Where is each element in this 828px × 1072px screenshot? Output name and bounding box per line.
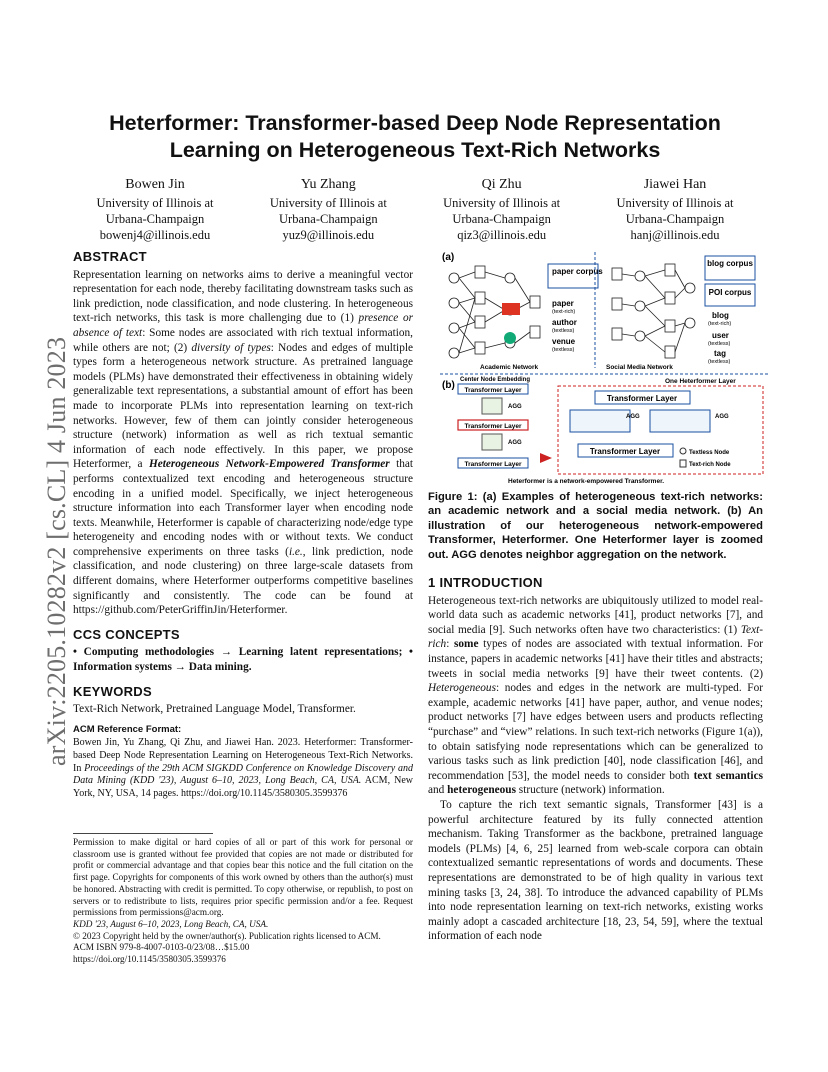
zoom-arrow-icon <box>540 453 552 463</box>
copyright-text: © 2023 Copyright held by the owner/author(s). Publication rights licensed to ACM. <box>73 930 381 941</box>
arxiv-stamp-text: arXiv:2205.10282v2 [cs.CL] 4 Jun 2023 <box>42 336 71 766</box>
intro-heading: 1 INTRODUCTION <box>428 575 543 591</box>
intro-emphasis: Heterogeneous <box>428 682 496 695</box>
zoomed-layer <box>558 386 763 474</box>
author-name: Yu Zhang <box>300 177 356 192</box>
intro-span: Heterogeneous text-rich networks are ubiquitously utilized to model real-world data such as academic networks [41], product networks [7], and social media [9]. Such networks often have two characteristics: (1) <box>428 594 763 636</box>
intro-bold: heterogeneous <box>447 784 516 797</box>
intro-paragraph-1 <box>428 594 763 798</box>
textless-node-label: Textless Node <box>689 450 730 456</box>
poi-corpus-label: POI corpus <box>708 288 752 297</box>
author-name: Jiawei Han <box>643 177 707 192</box>
figure-footer: Heterformer is a network-empowered Transformer. <box>508 478 665 485</box>
doi-text: https://doi.org/10.1145/3580305.3599376 <box>73 954 226 965</box>
author-name: Bowen Jin <box>125 177 185 192</box>
acm-ref-span: ACM, New York, NY, USA, 14 pages. https://doi.org/10.1145/3580305.3599376 <box>73 775 413 799</box>
academic-network-graph <box>449 266 540 358</box>
arxiv-stamp <box>12 266 71 766</box>
acm-logo-icon <box>502 303 520 315</box>
permission-text: Permission to make digital or hard copies of all or part of this work for personal or classroom use is granted without fee provided that copies are not made or distributed for profit or commercial advantage and that copies bear this notice and the full citation on the first page. Copyrights for components of this work owned by others than the author(s) must be honored. Abstracting with credit is permitted. To copy otherwise, or republish, to post on servers or to redistribute to lists, requires prior specific permission and/or a fee. Request permissions from permissions@acm.org. <box>73 837 413 918</box>
author-email: yuz9@illinois.edu <box>282 228 375 242</box>
tag-label: tag <box>714 349 726 358</box>
venue-label: venue <box>552 337 576 346</box>
ccs-text: • Computing methodologies → Learning latent representations; • Information systems → Data mining. <box>73 646 413 674</box>
tag-sub: (textless) <box>708 359 731 365</box>
blog-label: blog <box>712 311 729 320</box>
acm-ref-text <box>73 737 413 800</box>
permission-block <box>73 837 413 966</box>
author-sub: (textless) <box>552 328 575 334</box>
blog-corpus-label: blog corpus <box>707 259 753 268</box>
abstract-span: : Some nodes are associated with rich textual information, while others are not; (2) <box>73 326 413 354</box>
right-column <box>428 490 763 944</box>
intro-bold: text semantics <box>693 769 763 782</box>
author-1 <box>70 176 240 243</box>
author-block <box>70 176 760 243</box>
author-affiliation: Urbana-Champaign <box>105 212 205 226</box>
agg-label: AGG <box>715 414 729 420</box>
user-sub: (textless) <box>708 341 731 347</box>
user-label: user <box>712 331 729 340</box>
social-network-graph <box>612 264 695 358</box>
acm-ref-emphasis: Proceedings of the 29th ACM SIGKDD Conference on Knowledge Discovery and Data Mining (KDD '23), August 6–10, 2023, Long Beach, CA, USA. <box>73 762 413 787</box>
intro-span: types of nodes are associated with textual information. For instance, papers in academic networks [41] have their titles and abstracts; tweets in social media networks [9] have their tweet contents. (2) <box>428 638 764 680</box>
intro-span: and <box>428 784 448 797</box>
agg-label: AGG <box>508 404 522 410</box>
small-stack <box>458 384 528 468</box>
author-name: Qi Zhu <box>481 177 522 192</box>
author-3 <box>417 176 587 243</box>
keywords-heading: KEYWORDS <box>73 683 152 699</box>
left-column <box>73 250 413 800</box>
abstract-emphasis: i.e. <box>288 545 303 558</box>
abstract-emphasis: presence or absence of text <box>73 312 413 339</box>
label-b: (b) <box>442 380 455 391</box>
author-affiliation: Urbana-Champaign <box>452 212 551 226</box>
transformer-layer-label: Transformer Layer <box>589 447 661 456</box>
author-affiliation: University of Illinois at <box>269 196 387 210</box>
paper-sub: (text-rich) <box>552 309 576 315</box>
textless-node-icon <box>680 448 686 454</box>
abstract-emphasis: diversity of types <box>191 341 271 354</box>
author-4 <box>590 176 760 243</box>
abstract-text <box>73 268 413 618</box>
label-a: (a) <box>442 252 455 263</box>
figure-1 <box>440 248 770 488</box>
paper-corpus-label: paper corpus <box>552 267 603 276</box>
author-label: author <box>552 318 577 327</box>
venue-logo-icon <box>504 332 516 344</box>
author-email: bowenj4@illinois.edu <box>99 228 211 242</box>
academic-network-label: Academic Network <box>480 364 539 371</box>
agg-label: AGG <box>626 414 640 420</box>
intro-span: : nodes and edges in the network are multi-typed. For example, academic networks [41] have paper, author, and venue nodes; product networks [7] have edges between users and products reflecting “purchase” and “view” relations. In such text-rich networks (Figure 1(a)), to obtain satisfying node representations which can be generalized to various tasks such as link prediction [40], node classification [46], and recommendation [53], the model needs to consider both <box>428 682 763 782</box>
author-affiliation: University of Illinois at <box>96 196 214 210</box>
transformer-layer-label: Transformer Layer <box>464 461 522 468</box>
author-affiliation: Urbana-Champaign <box>625 212 725 226</box>
abstract-span: , link prediction, node classification, and node clustering) on three large-scale datasets from different domains, where Heterformer outperforms competitive baselines significantly and consistently. The code can be found at https://github.com/PeterGriffinJin/Heterformer. <box>73 545 413 617</box>
intro-span: structure (network) information. <box>515 784 665 797</box>
textrich-node-icon <box>680 460 686 467</box>
venue-text: KDD '23, August 6–10, 2023, Long Beach, CA, USA. <box>73 918 269 929</box>
venue-sub: (textless) <box>552 347 575 353</box>
author-affiliation: Urbana-Champaign <box>279 212 378 226</box>
author-email: qiz3@illinois.edu <box>457 228 547 242</box>
abstract-span: that performs contextualized text encoding and heterogeneous structure encoding in a unified model. Specifically, we inject heterogeneous structure information into each Transformer layer when encoding node texts. Meanwhile, Heterformer is capable of characterizing node/edge type heterogeneity and encoding nodes with or without texts. We conduct comprehensive experiments on three tasks ( <box>73 458 414 558</box>
one-layer-label: One Heterformer Layer <box>665 378 736 385</box>
keywords-text: Text-Rich Network, Pretrained Language Model, Transformer. <box>73 703 356 716</box>
isbn-text: ACM ISBN 979-8-4007-0103-0/23/08…$15.00 <box>73 942 250 953</box>
author-2 <box>243 176 413 243</box>
author-affiliation: University of Illinois at <box>443 196 561 210</box>
intro-emphasis: Text-rich <box>428 623 763 651</box>
figure-caption: Figure 1: (a) Examples of heterogeneous text-rich networks: an academic network and a social media network. (b) An illustration of our heterogeneous network-empowered Transformer, Heterformer. One Heterformer layer is zoomed out. AGG denotes neighbor aggregation on the network. <box>428 491 763 561</box>
textrich-node-label: Text-rich Node <box>689 462 731 468</box>
transformer-layer-label: Transformer Layer <box>606 394 678 403</box>
footnote-rule <box>73 833 213 834</box>
blog-sub: (text-rich) <box>708 321 732 327</box>
transformer-layer-label: Transformer Layer <box>464 423 522 430</box>
social-corpus <box>705 256 755 306</box>
author-email: hanj@illinois.edu <box>630 228 720 242</box>
abstract-emphasis: Heterogeneous Network-Empowered Transformer <box>148 458 390 471</box>
ccs-heading: CCS CONCEPTS <box>73 626 180 642</box>
paper-label: paper <box>552 299 574 308</box>
transformer-layer-label: Transformer Layer <box>464 387 522 394</box>
abstract-span: : Nodes and edges of multiple types form a heterogeneous network structure. As pretrained language models (PLMs) have demonstrated their effectiveness in obtaining widely generalizable text representations, a substantial amount of effort has been made to incorporate PLMs into representation learning on text-rich networks. However, few of them can jointly consider heterogeneous structure (network) information as well as rich textual semantic information of each node effectively. In this paper, we propose Heterformer, a <box>73 341 413 471</box>
intro-paragraph-2: To capture the rich text semantic signals, Transformer [43] is a powerful architecture featured by its fully connected attention mechanism. Taking Transformer as the backbone, pretrained language models (PLMs) [4, 6, 25] learned from web-scale corpora can obtain contextualized semantic representations of words and documents. These representations are demonstrated to be of high quality in various text mining tasks [3, 24, 38]. To introduce the advanced capability of PLMs into node representation learning on text-rich networks, existing works mainly adopt a cascaded architecture [18, 23, 54, 59], where the textual information of each node <box>428 798 763 943</box>
author-affiliation: University of Illinois at <box>616 196 734 210</box>
agg-label: AGG <box>508 440 522 446</box>
center-node-label: Center Node Embedding <box>460 377 531 383</box>
social-network-label: Social Media Network <box>606 364 673 371</box>
acm-ref-span: Bowen Jin, Yu Zhang, Qi Zhu, and Jiawei Han. 2023. Heterformer: Transformer-based Deep Node Representation Learning on Heterogeneous Text-Rich Networks. In <box>73 737 413 774</box>
abstract-heading: ABSTRACT <box>73 249 147 264</box>
abstract-span: Representation learning on networks aims to derive a meaningful vector representation for each node, thereby facilitating downstream tasks such as link prediction, node classification, and node clustering. In heterogeneous text-rich networks, this task is more challenging due to (1) <box>73 268 413 325</box>
intro-span: : <box>446 638 455 651</box>
intro-bold: some <box>454 638 479 651</box>
acm-ref-heading: ACM Reference Format: <box>73 723 182 735</box>
figure-1-svg <box>440 248 770 488</box>
paper-title: Heterformer: Transformer-based Deep Node Representation Learning on Heterogeneous Text-Rich Networks <box>109 111 721 162</box>
